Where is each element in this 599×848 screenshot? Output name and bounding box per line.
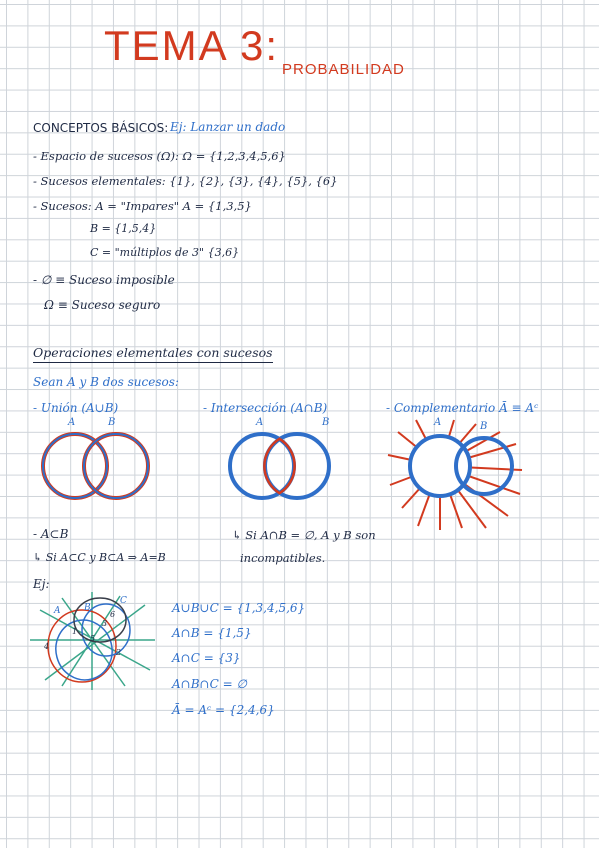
ejemplo-line-3: A∩C = {3}: [172, 651, 241, 665]
page-subtitle: PROBABILIDAD: [282, 61, 405, 78]
venn-num-6: 6: [110, 610, 116, 619]
sucesos-elementales: - Sucesos elementales: {1}, {2}, {3}, {4}, {5}, {6}: [33, 174, 338, 188]
ejemplo-label: Ej:: [33, 577, 50, 591]
suceso-c: C = "múltiplos de 3" {3,6}: [90, 246, 240, 259]
complementario-label: - Complementario Ā ≡ Aᶜ: [386, 401, 539, 415]
suceso-seguro: Ω ≡ Suceso seguro: [44, 298, 161, 312]
ejemplo-line-5: Ā = Aᶜ = {2,4,6}: [172, 703, 275, 717]
suceso-imposible: - ∅ ≡ Suceso imposible: [33, 273, 175, 287]
venn-num-2: 2: [116, 648, 122, 657]
venn-num-1: 1: [72, 627, 78, 636]
union-b-label: B: [108, 417, 116, 428]
venn-b: B: [84, 603, 91, 613]
venn-num-5: 5: [90, 634, 96, 643]
suceso-a: - Sucesos: A = "Impares" A = {1,3,5}: [33, 199, 252, 213]
interseccion-b-label: B: [322, 417, 330, 428]
operaciones-intro: Sean A y B dos sucesos:: [33, 375, 179, 389]
venn-num-3: 3: [102, 619, 108, 628]
ejemplo-line-1: A∪B∪C = {1,3,4,5,6}: [172, 601, 306, 615]
espacio-sucesos: - Espacio de sucesos (Ω): Ω = {1,2,3,4,5,6}: [33, 149, 286, 163]
union-diagram: [43, 434, 148, 498]
subset-rule: ↳ Si A⊂C y B⊂A ⇒ A=B: [33, 551, 166, 564]
interseccion-diagram: [230, 434, 329, 498]
venn-a: A: [54, 606, 61, 616]
page-title: TEMA 3:: [104, 22, 280, 69]
complementario-diagram: [388, 420, 522, 530]
incompat-line-1: ↳ Si A∩B = ∅, A y B son: [232, 528, 376, 542]
ejemplo-line-4: A∩B∩C = ∅: [172, 677, 247, 691]
incompat-line-2: incompatibles.: [240, 551, 326, 565]
complementario-b-label: B: [480, 421, 488, 432]
interseccion-a-label: A: [256, 417, 264, 428]
interseccion-label: - Intersección (A∩B): [203, 401, 328, 415]
venn-num-4: 4: [44, 642, 50, 651]
operaciones-heading: Operaciones elementales con sucesos: [33, 345, 273, 363]
union-a-label: A: [68, 417, 76, 428]
subset-label: - A⊂B: [33, 527, 69, 541]
complementario-a-label: A: [434, 417, 442, 428]
venn-c: C: [120, 596, 127, 606]
conceptos-heading: CONCEPTOS BÁSICOS:: [33, 121, 169, 135]
suceso-b: B = {1,5,4}: [90, 222, 157, 235]
union-label: - Unión (A∪B): [33, 401, 119, 415]
ejemplo-line-2: A∩B = {1,5}: [172, 626, 252, 640]
conceptos-example: Ej: Lanzar un dado: [170, 120, 286, 134]
